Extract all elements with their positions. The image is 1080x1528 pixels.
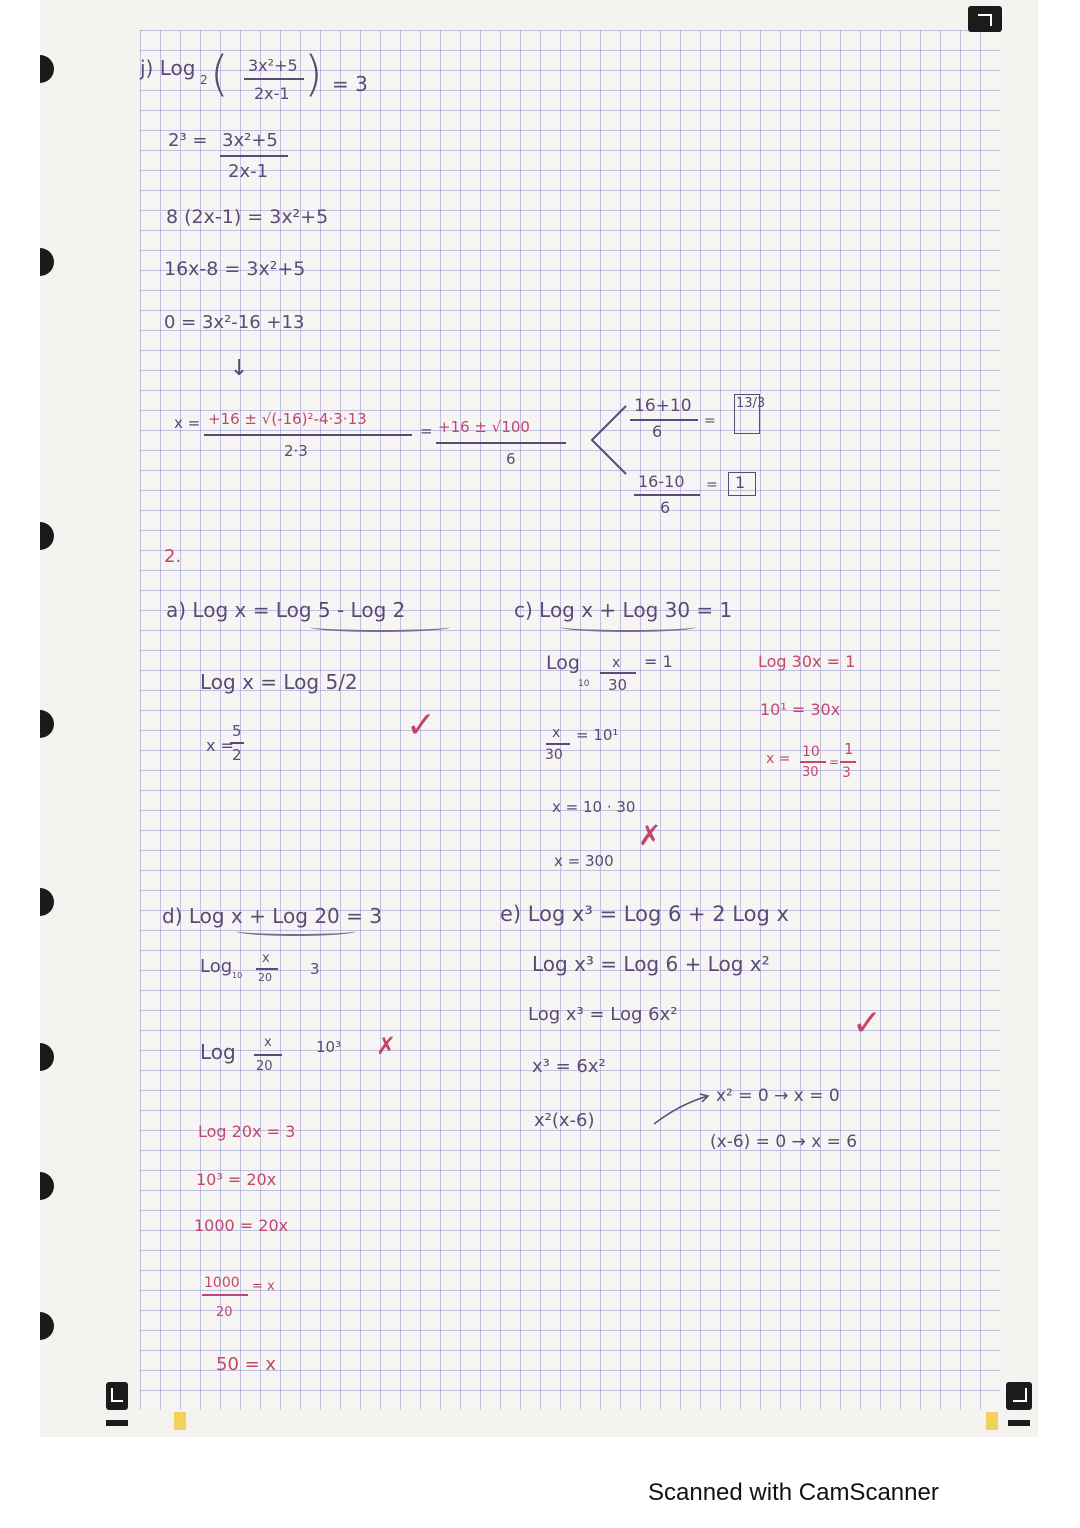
root1-denominator: 6 (652, 422, 663, 441)
c-line2-sub: 10 (578, 679, 590, 689)
c-line2-lhs: Log (546, 652, 580, 674)
yellow-marker (986, 1412, 998, 1430)
c-line3-numerator: x (552, 725, 561, 741)
root1-box (734, 394, 766, 434)
binder-hole (40, 1312, 54, 1340)
fraction-bar (244, 78, 304, 80)
d-line2-rhs: 3 (310, 960, 320, 978)
root2-denominator: 6 (660, 498, 671, 517)
cross-icon: ✗ (376, 1032, 397, 1060)
step4: 0 = 3x²-16 +13 (164, 312, 305, 333)
simplified-numerator: +16 ± √100 (438, 418, 530, 436)
d-line2-sub: 10 (232, 971, 243, 980)
equals-sign: = (704, 413, 716, 429)
notebook-page (40, 0, 1038, 1437)
corner-marker-bar (106, 1420, 128, 1426)
d-line2-lhs: Log (200, 956, 233, 977)
fraction-bar (256, 968, 278, 970)
e-line2: Log x³ = Log 6 + Log x² (532, 952, 770, 976)
formula-numerator: +16 ± √(-16)²-4·3·13 (208, 410, 367, 428)
a-line3-lhs: x = (206, 736, 234, 755)
binder-hole (40, 248, 54, 276)
root2-numerator: 16-10 (638, 472, 685, 491)
brace (560, 622, 696, 632)
fraction-bar (202, 1294, 248, 1296)
step3: 16x-8 = 3x²+5 (164, 258, 306, 280)
d-line2-numerator: x (262, 951, 270, 966)
d-line5: 10³ = 20x (196, 1170, 277, 1189)
log-base: 2 (200, 73, 208, 87)
corner-marker-bar (1008, 1420, 1030, 1426)
j-rhs: = 3 (332, 72, 368, 96)
e-line4: x³ = 6x² (532, 1056, 606, 1077)
c-line3-rhs: = 10¹ (576, 726, 619, 744)
equals-sign: = (706, 477, 718, 493)
e-branch1: x² = 0 → x = 0 (716, 1086, 840, 1106)
j-lhs-numerator: 3x²+5 (248, 56, 298, 75)
corner-marker-bottom-right (1006, 1382, 1032, 1410)
brace (236, 926, 356, 936)
scanner-watermark: Scanned with CamScanner (648, 1479, 939, 1506)
binder-hole (40, 1043, 54, 1071)
problem-j-label: j) Log (140, 56, 196, 80)
branch-bracket (588, 404, 628, 476)
fraction-bar (800, 761, 826, 763)
fraction-bar (220, 155, 288, 157)
j-lhs-denominator: 2x-1 (254, 84, 290, 103)
d-line7-numerator: 1000 (204, 1275, 240, 1291)
c-line2-rhs: = 1 (644, 652, 673, 671)
step2: 8 (2x-1) = 3x²+5 (166, 206, 329, 228)
d-line8: 50 = x (216, 1354, 277, 1375)
c-line5: x = 300 (554, 852, 614, 870)
root1-value: 13/3 (736, 396, 766, 411)
yellow-marker (174, 1412, 186, 1430)
corner-marker-top-right (968, 6, 1002, 32)
step1-lhs: 2³ = (168, 130, 208, 151)
corner-marker-bottom-left (106, 1382, 128, 1410)
root2-value: 1 (735, 473, 746, 492)
c-line1: c) Log x + Log 30 = 1 (514, 598, 733, 622)
fraction-bar (630, 419, 698, 421)
d-line2-denominator: 20 (258, 971, 272, 984)
e-branch2: (x-6) = 0 → x = 6 (710, 1132, 858, 1152)
brace (310, 622, 450, 632)
d-line4: Log 20x = 3 (198, 1122, 296, 1141)
formula-lhs: x = (174, 414, 201, 432)
binder-hole (40, 55, 54, 83)
branch-arrow-icon (652, 1092, 712, 1128)
root2-box (728, 472, 756, 496)
c-side3-equals: = (829, 755, 840, 769)
binder-hole (40, 710, 54, 738)
check-icon: ✓ (852, 1003, 883, 1044)
binder-hole (40, 522, 54, 550)
paren-close: ) (304, 46, 323, 102)
a-line2: Log x = Log 5/2 (200, 670, 358, 694)
fraction-bar (230, 742, 244, 744)
fraction-bar (840, 761, 856, 763)
c-side2: 10¹ = 30x (760, 700, 841, 719)
fraction-bar (254, 1054, 282, 1056)
fraction-bar (436, 442, 566, 444)
formula-equals: = (420, 422, 433, 440)
graph-paper-grid (140, 30, 1000, 1410)
a-line1: a) Log x = Log 5 - Log 2 (166, 598, 406, 622)
c-side3-result-numerator: 1 (844, 740, 854, 758)
c-line2-denominator: 30 (608, 676, 628, 694)
fraction-bar (600, 672, 636, 674)
c-side3-numerator: 10 (802, 744, 820, 760)
c-side3-denominator: 30 (802, 765, 819, 780)
e-line1: e) Log x³ = Log 6 + 2 Log x (500, 902, 789, 926)
d-line3-lhs: Log (200, 1040, 236, 1064)
simplified-denominator: 6 (506, 450, 516, 468)
e-line5: x²(x-6) (534, 1110, 595, 1131)
d-line3-denominator: 20 (256, 1059, 273, 1074)
fraction-bar (546, 743, 570, 745)
d-line3-rhs: 10³ (316, 1038, 342, 1056)
c-side3-result-denominator: 3 (842, 765, 851, 781)
c-line4: x = 10 · 30 (552, 798, 636, 816)
binder-hole (40, 1172, 54, 1200)
d-line7-rhs: = x (252, 1279, 275, 1294)
c-side1: Log 30x = 1 (758, 652, 856, 671)
fraction-bar (204, 434, 412, 436)
c-side3-lhs: x = (766, 751, 791, 767)
section-2-label: 2. (164, 546, 182, 567)
a-line3-numerator: 5 (232, 722, 242, 740)
root1-numerator: 16+10 (634, 396, 692, 416)
c-line2-numerator: x (612, 655, 621, 671)
a-line3-denominator: 2 (232, 746, 242, 764)
binder-hole (40, 888, 54, 916)
arrow-down-icon: ↓ (230, 356, 249, 381)
check-icon: ✓ (406, 705, 437, 746)
d-line3-numerator: x (264, 1035, 272, 1050)
d-line6: 1000 = 20x (194, 1216, 289, 1235)
step1-numerator: 3x²+5 (222, 130, 278, 151)
paren-open: ( (210, 46, 229, 102)
e-line3: Log x³ = Log 6x² (528, 1004, 678, 1025)
cross-icon: ✗ (638, 819, 662, 852)
d-line1: d) Log x + Log 20 = 3 (162, 904, 382, 928)
c-line3-denominator: 30 (545, 747, 563, 763)
d-line7-denominator: 20 (216, 1305, 233, 1320)
fraction-bar (634, 494, 700, 496)
step1-denominator: 2x-1 (228, 161, 269, 182)
formula-denominator: 2·3 (284, 442, 308, 460)
